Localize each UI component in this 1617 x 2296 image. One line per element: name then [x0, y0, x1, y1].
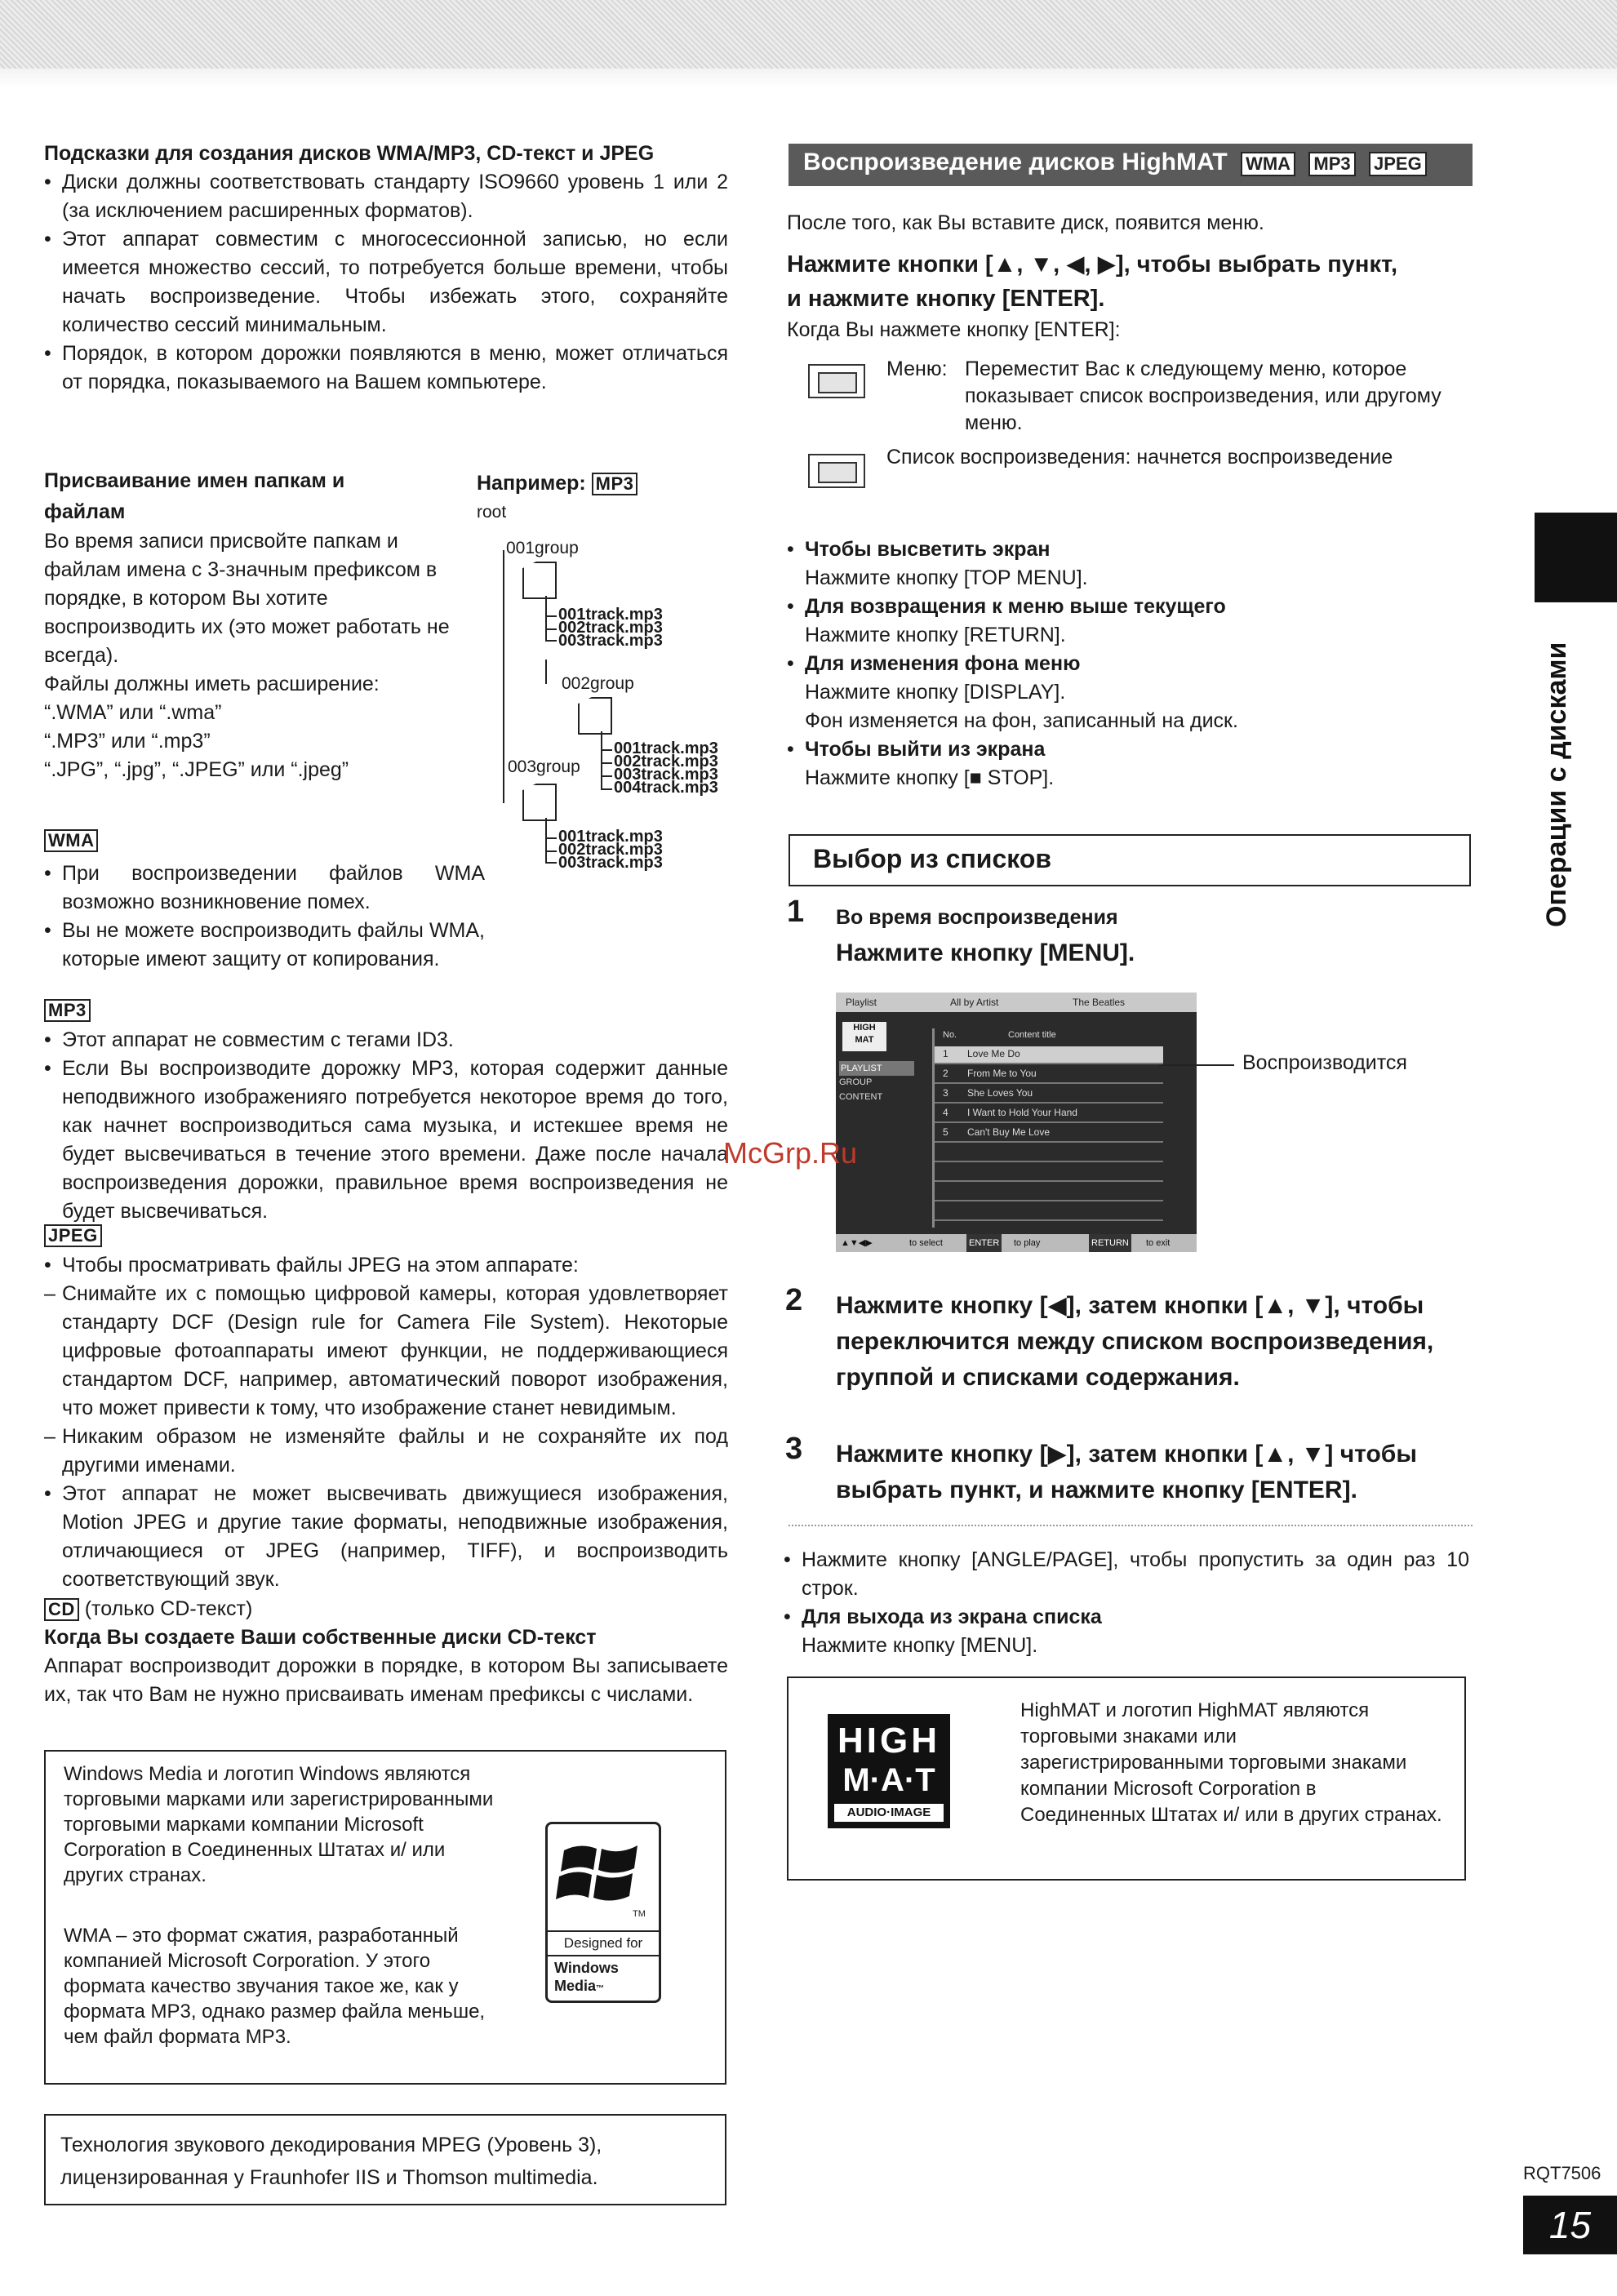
screen-menu-playlist: PLAYLIST: [839, 1061, 914, 1076]
highmat-section-header: [789, 144, 1473, 186]
tree-group-3: 003group: [508, 757, 580, 776]
menu-description: Переместит Вас к следующему меню, которое показывает список воспроизведения, или другому меню.: [965, 358, 1442, 434]
bullet-text: Нажмите кнопку [RETURN].: [805, 624, 1066, 646]
screen-list-panel: [932, 1028, 1181, 1228]
footer-exit: to exit: [1146, 1238, 1171, 1248]
logo-high: HIGH: [837, 1721, 940, 1761]
track-file: 001track.mp3: [558, 828, 663, 846]
screen-top-all: All by Artist: [950, 997, 999, 1008]
naming-title-line2: файлам: [44, 500, 126, 523]
tree-branch: [545, 596, 547, 642]
footer-select: to select: [909, 1238, 943, 1248]
screen-row: [935, 1066, 1163, 1084]
bullet-title: Для возвращения к меню выше текущего: [805, 595, 1226, 618]
mp3-tag: MP3: [1308, 152, 1355, 176]
select-from-lists-box: [789, 834, 1471, 886]
track-file: 001track.mp3: [614, 739, 718, 757]
wma-notes: [44, 859, 485, 974]
side-tab-marker: [1535, 513, 1617, 602]
row-title: Can't Buy Me Love: [967, 1126, 1051, 1138]
designed-for-label: Designed for: [548, 1930, 659, 1956]
screen-topbar: [836, 993, 1197, 1012]
tips-list: [44, 168, 728, 397]
highmat-screen-logo: [842, 1022, 886, 1051]
list-item: [787, 650, 1473, 735]
list-item: • Нажмите кнопку [ANGLE/PAGE], чтобы пропустить за один раз 10 строк.: [784, 1546, 1469, 1603]
logo-audio-image: AUDIO·IMAGE: [833, 1802, 945, 1823]
list-notes: [784, 1546, 1469, 1660]
left-column: [44, 139, 728, 397]
logo-mat: M·A·T: [842, 1762, 935, 1798]
side-section-label: Операции с дисками: [1541, 642, 1572, 927]
screen-top-playlist: Playlist: [846, 997, 877, 1008]
mp3-tag: MP3: [592, 473, 638, 495]
highmat-bullets: [787, 535, 1473, 793]
footer-play: to play: [1014, 1238, 1041, 1248]
step-1-main: Нажмите кнопку [MENU].: [836, 939, 1135, 966]
screen-row: [935, 1046, 1163, 1064]
mpeg-license-text: Технология звукового декодирования MPEG (Уровень 3), лицензированная у Fraunhofer IIS и Thomson multimedia.: [60, 2134, 602, 2189]
cd-heading-line: [44, 1595, 728, 1623]
logo-media-line: [554, 1978, 604, 1995]
cd-only-label: (только CD-текст): [84, 1597, 253, 1620]
highmat-trademark-text: HighMAT и логотип HighMAT являются торговыми знаками или зарегистрированными торговыми знаками компании Microsoft Corporation в Соединенных Штатах и/ или в других странах.: [1020, 1699, 1442, 1826]
tree-tick: [545, 628, 557, 630]
screen-row-empty: [935, 1144, 1163, 1162]
list-item: – Снимайте их с помощью цифровой камеры, которая удовлетворяет стандарту DCF (Design rule for Camera File System). Некоторые цифровые фотоаппараты имеют функции, не поддерживающиеся стандартом DCF, например, автоматический поворот изображения, что может привести к тому, что изображение станет невидимым.: [44, 1280, 728, 1423]
nav-arrows-icon: ▲▼◀▶: [841, 1238, 873, 1248]
list-item: • Вы не можете воспроизводить файлы WMA, которые имеют защиту от копирования.: [44, 917, 485, 974]
track-file: 002track.mp3: [614, 753, 718, 771]
logo-windows: Windows: [554, 1960, 619, 1976]
row-no: 1: [943, 1048, 948, 1059]
tree-tick: [545, 615, 557, 617]
windows-flag-icon: [556, 1836, 647, 1909]
playlist-description: Список воспроизведения: начнется воспроизведение: [886, 446, 1393, 469]
row-title: She Loves You: [967, 1087, 1033, 1099]
screen-menu-group: GROUP: [839, 1077, 873, 1087]
playing-pointer-line: [1159, 1064, 1234, 1066]
step-3-number: 3: [785, 1432, 803, 1466]
list-item: • Диски должны соответствовать стандарту ISO9660 уровень 1 или 2 (за исключением расширенных форматов).: [44, 168, 728, 225]
tree-group-1: 001group: [506, 539, 579, 557]
model-number: RQT7506: [1523, 2163, 1601, 2183]
screen-col-title: Content title: [1008, 1030, 1056, 1040]
tree-tick: [545, 837, 557, 839]
list-item: • Порядок, в котором дорожки появляются в меню, может отличаться от порядка, показываемого на Вашем компьютере.: [44, 340, 728, 397]
cd-tag: CD: [44, 1598, 79, 1621]
track-file: 003track.mp3: [614, 766, 718, 784]
tree-branch: [545, 818, 547, 864]
list-item: – Никаким образом не изменяйте файлы и не сохраняйте их под другими именами.: [44, 1423, 728, 1480]
screen-top-artist: The Beatles: [1073, 997, 1126, 1008]
mpeg-license-box: [44, 2114, 726, 2205]
logo-media: Media: [554, 1978, 597, 1994]
tree-root: root: [477, 503, 507, 522]
instruction-line2: и нажмите кнопку [ENTER].: [787, 286, 1105, 312]
track-file: 004track.mp3: [614, 779, 718, 797]
step-2-text: Нажмите кнопку [◀], затем кнопки [▲, ▼], чтобы переключится между списком воспроизведения, группой и списками содержания.: [836, 1292, 1434, 1391]
step-3-text: Нажмите кнопку [▶], затем кнопки [▲, ▼] чтобы выбрать пункт, и нажмите кнопку [ENTER].: [836, 1441, 1417, 1503]
menu-icon: [808, 364, 865, 398]
bullet-title: Для изменения фона меню: [805, 652, 1081, 675]
instruction-line1: Нажмите кнопки [▲, ▼, ◀, ▶], чтобы выбрать пункт,: [787, 251, 1398, 278]
list-item: • Этот аппарат совместим с многосессионной записью, но если имеется множество сессий, то потребуется больше времени, чтобы начать воспроизведение. Чтобы избежать этого, сохраняйте количество сессий минимальным.: [44, 225, 728, 340]
note-text: Нажмите кнопку [MENU].: [802, 1634, 1038, 1657]
ext-line: “.MP3” или “.mp3”: [44, 730, 211, 753]
track-file: 002track.mp3: [558, 841, 663, 859]
track-file: 001track.mp3: [558, 606, 663, 624]
tree-tick: [545, 850, 557, 852]
tree-tick: [601, 762, 612, 764]
section-header-title: Воспроизведение дисков HighMAT: [803, 149, 1228, 175]
list-item: [787, 593, 1473, 650]
list-item: • Чтобы просматривать файлы JPEG на этом аппарате:: [44, 1251, 728, 1280]
wma-tag: WMA: [44, 829, 98, 852]
menu-screen-mockup: [836, 993, 1197, 1252]
tips-title: Подсказки для создания дисков WMA/MP3, CD-текст и JPEG: [44, 142, 655, 165]
footer-enter: ENTER: [966, 1234, 1002, 1252]
jpeg-notes: [44, 1480, 728, 1594]
tree-trunk: [503, 550, 504, 803]
naming-section: [44, 465, 460, 784]
mp3-tag: MP3: [44, 999, 91, 1022]
screen-logo-mat: MAT: [855, 1035, 874, 1045]
list-item: • Этот аппарат не совместим с тегами ID3.: [44, 1026, 728, 1055]
screen-menu-content: CONTENT: [839, 1092, 883, 1102]
tree-tick: [545, 862, 557, 864]
list-item: • Если Вы воспроизводите дорожку MP3, которая содержит данные неподвижного изображенияго потребуется некоторое время до того, как начнет воспроизводиться сама музыка, и истекшее время не будет высвечиваться в течение этого времени. Даже после начала воспроизведения дорожки, правильное время воспроизведения не будет высвечиваться.: [44, 1055, 728, 1226]
naming-paragraph: Во время записи присвойте папкам и файлам имена с 3-значным префиксом в порядке, в котором Вы хотите воспроизводить их (это может работать не всегда).: [44, 530, 450, 667]
windows-media-box: [44, 1750, 726, 2085]
folder-tree-example: [477, 472, 738, 896]
cd-paragraph: Аппарат воспроизводит дорожки в порядке, в котором Вы записываете их, так что Вам не нужно присваивать именам префиксы с числами.: [44, 1654, 728, 1706]
folder-icon: [522, 562, 557, 599]
highmat-trademark-box: [787, 1676, 1466, 1881]
watermark-text: McGrp.Ru: [723, 1136, 858, 1170]
bullet-text: Нажмите кнопку [DISPLAY].: [805, 681, 1066, 704]
screen-row: [935, 1105, 1163, 1123]
highmat-logo: [828, 1714, 950, 1828]
row-no: 5: [943, 1126, 948, 1138]
screen-row: [935, 1125, 1163, 1143]
row-no: 2: [943, 1068, 948, 1079]
example-heading: [477, 472, 637, 495]
row-no: 4: [943, 1107, 948, 1118]
tree-group-2: 002group: [562, 674, 634, 693]
bullet-title: Чтобы выйти из экрана: [805, 738, 1046, 761]
bullet-text: Нажмите кнопку [■ STOP].: [805, 766, 1055, 789]
separator-line: [789, 1525, 1473, 1526]
screen-row: [935, 1086, 1163, 1104]
jpeg-section: [44, 1221, 728, 1594]
screen-row-empty: [935, 1203, 1163, 1221]
jpeg-intro-list: [44, 1251, 728, 1280]
wma-tag: WMA: [1241, 152, 1295, 176]
designed-for-windows-media-logo: [545, 1822, 661, 2003]
tree-tick: [601, 788, 612, 790]
jpeg-tag: JPEG: [44, 1224, 102, 1247]
row-title: I Want to Hold Your Hand: [967, 1107, 1077, 1118]
step-1-number: 1: [787, 895, 805, 929]
intro-text: После того, как Вы вставите диск, появится меню.: [787, 211, 1264, 234]
row-title: From Me to You: [967, 1068, 1037, 1079]
list-item: [787, 535, 1473, 593]
screen-col-no: No.: [943, 1030, 957, 1040]
page-number: 15: [1523, 2196, 1617, 2254]
wm-trademark-text: Windows Media и логотип Windows являются торговыми марками или зарегистрированными торговыми марками компании Microsoft Corporation в Соединенных Штатах и/ или других странах.: [64, 1763, 494, 1886]
tree-tick: [601, 775, 612, 777]
when-press-text: Когда Вы нажмете кнопку [ENTER]:: [787, 318, 1121, 341]
folder-icon: [522, 784, 557, 821]
bullet-text: Нажмите кнопку [TOP MENU].: [805, 566, 1088, 589]
list-item: • При воспроизведении файлов WMA возможно возникновение помех.: [44, 859, 485, 917]
section-title: Выбор из списков: [813, 844, 1052, 873]
cd-title: Когда Вы создаете Ваши собственные диски CD-текст: [44, 1626, 597, 1649]
highmat-intro: [787, 209, 1473, 344]
cd-text-section: [44, 1595, 728, 1709]
bullet-extra: Фон изменяется на фон, записанный на диск.: [805, 709, 1238, 732]
tm-mark: TM: [633, 1909, 646, 1919]
ext-line: “.WMA” или “.wma”: [44, 701, 222, 724]
mp3-notes: [44, 1026, 728, 1226]
mp3-section: [44, 996, 728, 1226]
ext-intro: Файлы должны иметь расширение:: [44, 673, 380, 695]
top-scan-band: [0, 0, 1617, 88]
track-file: 003track.mp3: [558, 632, 663, 650]
playing-label: Воспроизводится: [1242, 1051, 1407, 1074]
row-title: Love Me Do: [967, 1048, 1020, 1059]
jpeg-tag: JPEG: [1369, 152, 1427, 176]
bullet-title: Чтобы высветить экран: [805, 538, 1051, 561]
ext-line: “.JPG”, “.jpg”, “.JPEG” или “.jpeg”: [44, 758, 349, 781]
example-label: Например:: [477, 472, 586, 495]
screen-footer: [836, 1234, 1197, 1252]
step-2-number: 2: [785, 1283, 803, 1317]
wma-format-text: WMA – это формат сжатия, разработанный компанией Microsoft Corporation. У этого формата качество звучания такое же, как у формата MP3, однако размер файла меньше, чем файл формата MP3.: [64, 1925, 486, 2048]
tree-tick: [545, 659, 547, 684]
sm-mark: ™: [596, 1984, 605, 1993]
wma-section: [44, 826, 485, 974]
screen-row-empty: [935, 1184, 1163, 1201]
track-file: 002track.mp3: [558, 619, 663, 637]
tree-tick: [545, 640, 557, 642]
screen-row-empty: [935, 1164, 1163, 1182]
playlist-icon: [808, 454, 865, 488]
screen-logo-high: HIGH: [853, 1023, 876, 1033]
list-item: [787, 735, 1473, 793]
list-item: [784, 1603, 1469, 1660]
footer-return: RETURN: [1089, 1234, 1131, 1252]
menu-label: Меню:: [886, 358, 948, 380]
tree-tick: [601, 749, 612, 751]
tree-branch: [601, 731, 602, 788]
list-item: • Этот аппарат не может высвечивать движущиеся изображения, Motion JPEG и другие такие форматы, неподвижные изображения, отличающиеся от JPEG (например, TIFF), и воспроизводить соответствующий звук.: [44, 1480, 728, 1594]
jpeg-dash-list: [44, 1280, 728, 1480]
step-1-sub: Во время воспроизведения: [836, 906, 1118, 929]
track-file: 003track.mp3: [558, 854, 663, 872]
folder-icon: [578, 697, 612, 735]
row-no: 3: [943, 1087, 948, 1099]
naming-title-line1: Присваивание имен папкам и: [44, 469, 345, 492]
note-title: Для выхода из экрана списка: [802, 1605, 1102, 1628]
